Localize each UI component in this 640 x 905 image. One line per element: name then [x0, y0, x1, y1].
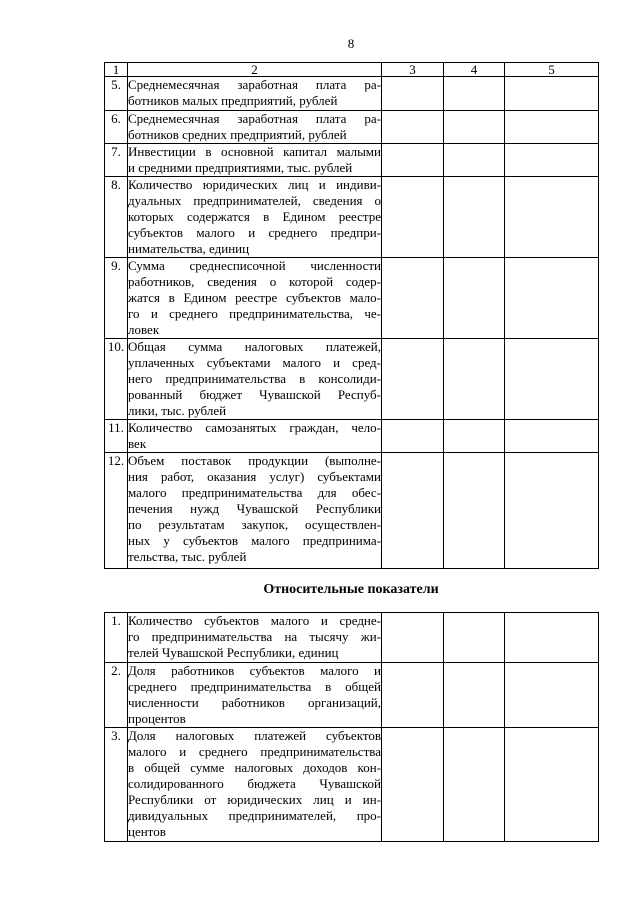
indicator-line: Республики от юридических лиц и ин- — [128, 792, 381, 807]
value-cell-col4 — [444, 613, 505, 663]
row-number: 2. — [105, 663, 128, 728]
indicator-line: численности работников организаций, — [128, 695, 381, 710]
header-cell-col3: 3 — [382, 63, 444, 77]
indicator-line: которых содержатся в Едином реестре — [128, 209, 381, 224]
indicator-line: го предпринимательства на тысячу жи- — [128, 629, 381, 644]
row-number: 5. — [105, 77, 128, 111]
indicator-line: лики, тыс. рублей — [128, 403, 227, 418]
indicator-line: субъектов малого и среднего предпри- — [128, 225, 381, 240]
value-cell-col4 — [444, 453, 505, 569]
indicator-line: телей Чувашской Республики, единиц — [128, 645, 339, 660]
value-cell-col5 — [505, 177, 599, 258]
indicator-line: него предпринимательства в консолиди- — [128, 371, 381, 386]
indicator-line: уплаченных субъектами малого и сред- — [128, 355, 381, 370]
table-row — [105, 258, 599, 339]
value-cell-col3 — [382, 339, 444, 420]
indicator-line: работников, сведения о которой содер- — [128, 274, 381, 289]
value-cell-col4 — [444, 339, 505, 420]
relative-indicators-table — [104, 612, 599, 842]
indicator-line: по результатам закупок, осуществлен- — [128, 517, 381, 532]
value-cell-col4 — [444, 77, 505, 111]
value-cell-col3 — [382, 728, 444, 842]
indicator-line: век — [128, 436, 147, 451]
value-cell-col5 — [505, 663, 599, 728]
value-cell-col3 — [382, 420, 444, 453]
value-cell-col5 — [505, 420, 599, 453]
value-cell-col4 — [444, 663, 505, 728]
header-cell-col4: 4 — [444, 63, 505, 77]
indicator-line: Количество субъектов малого и средне- — [128, 613, 381, 628]
indicator-name — [128, 420, 382, 453]
value-cell-col5 — [505, 453, 599, 569]
indicator-name — [128, 453, 382, 569]
indicator-line: Объем поставок продукции (выполне- — [128, 453, 381, 468]
header-cell-col5: 5 — [505, 63, 599, 77]
indicator-line: среднего предпринимательства в общей — [128, 679, 381, 694]
indicator-name — [128, 144, 382, 177]
value-cell-col4 — [444, 728, 505, 842]
indicator-line: Сумма среднесписочной численности — [128, 258, 381, 273]
value-cell-col5 — [505, 111, 599, 144]
row-number: 9. — [105, 258, 128, 339]
indicator-line: го и среднего предпринимательства, че- — [128, 306, 381, 321]
page-number: 8 — [347, 36, 355, 51]
indicator-line: нимательства, единиц — [128, 241, 250, 256]
value-cell-col4 — [444, 144, 505, 177]
row-number: 7. — [105, 144, 128, 177]
value-cell-col3 — [382, 258, 444, 339]
indicator-line: солидированного бюджета Чувашской — [128, 776, 381, 791]
value-cell-col5 — [505, 728, 599, 842]
row-number: 12. — [105, 453, 128, 569]
table-row — [105, 177, 599, 258]
indicator-line: Среднемесячная заработная плата ра- — [128, 111, 381, 126]
value-cell-col4 — [444, 111, 505, 144]
header-cell-col1: 1 — [105, 63, 128, 77]
indicator-name — [128, 663, 382, 728]
row-number: 6. — [105, 111, 128, 144]
section-title: Относительные показатели — [263, 582, 439, 597]
value-cell-col3 — [382, 77, 444, 111]
table-row — [105, 144, 599, 177]
indicator-line: дивидуальных предпринимателей, про- — [128, 808, 381, 823]
value-cell-col4 — [444, 177, 505, 258]
value-cell-col4 — [444, 420, 505, 453]
row-number: 1. — [105, 613, 128, 663]
indicator-line: Количество самозанятых граждан, чело- — [128, 420, 381, 435]
value-cell-col3 — [382, 111, 444, 144]
indicator-line: жатся в Едином реестре субъектов мало- — [128, 290, 381, 305]
table-row — [105, 111, 599, 144]
table-row — [105, 613, 599, 663]
header-row — [105, 63, 599, 77]
indicator-line: Доля налоговых платежей субъектов — [128, 728, 381, 743]
indicator-name — [128, 258, 382, 339]
value-cell-col5 — [505, 144, 599, 177]
indicator-line: рованный бюджет Чувашской Респуб- — [128, 387, 381, 402]
indicator-line: ловек — [128, 322, 160, 337]
header-cell-col2: 2 — [128, 63, 382, 77]
indicator-line: малого предпринимательства для обес- — [128, 485, 381, 500]
indicator-name — [128, 728, 382, 842]
indicator-line: ния работ, оказания услуг) субъектами — [128, 469, 381, 484]
indicator-line: центов — [128, 824, 166, 839]
value-cell-col5 — [505, 339, 599, 420]
indicator-line: ных у субъектов малого предпринима- — [128, 533, 381, 548]
table-row — [105, 339, 599, 420]
absolute-indicators-table — [104, 62, 599, 569]
value-cell-col4 — [444, 258, 505, 339]
value-cell-col3 — [382, 144, 444, 177]
value-cell-col3 — [382, 663, 444, 728]
indicator-name — [128, 111, 382, 144]
row-number: 8. — [105, 177, 128, 258]
row-number: 10. — [105, 339, 128, 420]
row-number: 3. — [105, 728, 128, 842]
indicator-name — [128, 177, 382, 258]
row-number: 11. — [105, 420, 128, 453]
indicator-name — [128, 77, 382, 111]
indicator-line: дуальных предпринимателей, сведения о — [128, 193, 381, 208]
indicator-line: и средними предприятиями, тыс. рублей — [128, 160, 353, 175]
table-row — [105, 663, 599, 728]
table-row — [105, 77, 599, 111]
indicator-line: Количество юридических лиц и индиви- — [128, 177, 381, 192]
indicator-line: Среднемесячная заработная плата ра- — [128, 77, 381, 92]
value-cell-col5 — [505, 77, 599, 111]
indicator-line: ботников средних предприятий, рублей — [128, 127, 347, 142]
indicator-line: Общая сумма налоговых платежей, — [128, 339, 381, 354]
value-cell-col5 — [505, 613, 599, 663]
table-row — [105, 453, 599, 569]
table-row — [105, 420, 599, 453]
indicator-line: Инвестиции в основной капитал малыми — [128, 144, 381, 159]
indicator-line: тельства, тыс. рублей — [128, 549, 247, 564]
indicator-line: процентов — [128, 711, 186, 726]
indicator-line: малого и среднего предпринимательства — [128, 744, 381, 759]
indicator-line: ботников малых предприятий, рублей — [128, 93, 338, 108]
table-row — [105, 728, 599, 842]
indicator-line: Доля работников субъектов малого и — [128, 663, 381, 678]
indicator-line: в общей сумме налоговых доходов кон- — [128, 760, 381, 775]
indicator-name — [128, 613, 382, 663]
value-cell-col5 — [505, 258, 599, 339]
indicator-line: печения нужд Чувашской Республики — [128, 501, 381, 516]
value-cell-col3 — [382, 453, 444, 569]
value-cell-col3 — [382, 613, 444, 663]
indicator-name — [128, 339, 382, 420]
value-cell-col3 — [382, 177, 444, 258]
